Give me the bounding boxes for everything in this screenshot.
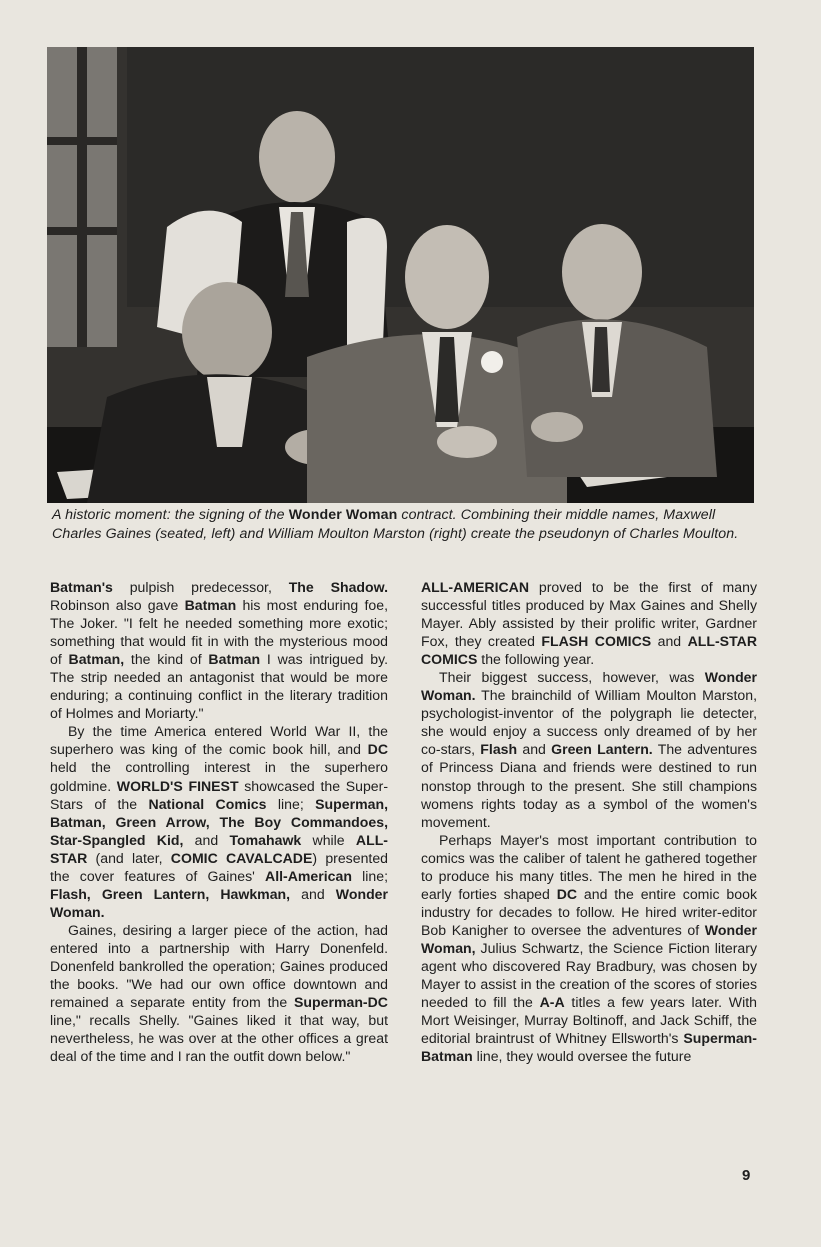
photo-caption (52, 506, 764, 543)
text-run: (and later, (87, 849, 171, 866)
left-column (50, 578, 388, 1065)
bold-text-run: Batman (184, 597, 237, 614)
bold-text-run: National Comics (148, 795, 267, 812)
bold-text-run: DC (367, 741, 388, 758)
right-paragraph-3 (421, 831, 757, 1066)
text-run: proved to be the first of many successful titles produced by Max Gaines and Shelly Mayer. Ably assisted by their prolific writer, Gardner Fox, they created (421, 579, 757, 650)
bold-text-run: FLASH COMICS (541, 633, 652, 650)
bold-text-run: Wonder Woman. (50, 885, 388, 920)
text-run: and (290, 885, 336, 902)
right-paragraph-2 (421, 668, 757, 830)
text-run: Julius Schwartz, the Science Fiction literary agent who discovered Ray Bradbury, was chosen by Mayer to assist in the creation of the scores of stories needed to fill the (421, 939, 757, 1011)
right-paragraph-1 (421, 578, 757, 668)
bold-text-run: Batman, (68, 651, 125, 668)
bold-text-run: ALL-AMERICAN (421, 579, 530, 595)
text-run: line; (266, 795, 316, 812)
bold-text-run: Batman (208, 651, 261, 668)
bold-text-run: Wonder Woman. (421, 669, 757, 704)
text-run: and (651, 633, 688, 650)
text-run: line, they would oversee the future (472, 1048, 692, 1065)
text-run: Their biggest success, however, was (439, 669, 705, 686)
bold-text-run: Superman, Batman, Green Arrow, The Boy Commandoes, Star-Spangled Kid, (50, 795, 388, 848)
text-run: line," recalls Shelly. "Gaines liked it that way, but nevertheless, he was over at the other offices a great deal of the time and I ran the outfit down below." (50, 1012, 388, 1065)
bold-text-run: COMIC CAVALCADE (170, 849, 313, 866)
bold-text-run: Tomahawk (229, 831, 302, 848)
text-run: line; (351, 867, 388, 884)
bold-text-run: Superman-DC (294, 994, 388, 1011)
text-run: I was intrigued by. The strip needed an antagonist that would be more enduring; a continuing conflict in the literary tradition of Holmes and Moriarty." (50, 651, 388, 722)
bold-text-run: DC (556, 885, 578, 902)
photo-illustration (47, 47, 754, 503)
text-run: showcased the Super-Stars of the (50, 777, 389, 812)
bold-text-run: Wonder Woman, (421, 921, 757, 956)
left-paragraph-1 (50, 578, 388, 722)
text-run: and the entire comic book industry for decades to follow. He hired writer-editor Bob Kanigher to oversee the adventures of (421, 885, 757, 938)
bold-text-run: Green Lantern. (551, 741, 653, 758)
text-run: the following year. (477, 651, 595, 668)
bold-text-run: The Shadow. (288, 579, 388, 595)
bold-text-run: Flash, Green Lantern, Hawkman, (50, 885, 291, 902)
text-run: titles a few years later. With Mort Weisinger, Murray Boltinoff, and Jack Schiff, the editorial braintrust of Whitney Ellsworth's (421, 994, 757, 1047)
historic-photo (47, 47, 754, 503)
text-run: while (301, 831, 356, 848)
left-paragraph-2 (50, 722, 388, 921)
text-run: his most enduring foe, The Joker. "I felt he needed something more exotic; something that would fit in with the mysterious mood of (50, 597, 388, 668)
text-run: Perhaps Mayer's most important contribution to comics was the caliber of talent he gathered together to produce his many titles. The men he hired in the early forties shaped (421, 831, 757, 902)
bold-text-run: ALL-STAR COMICS (421, 633, 758, 668)
bold-text-run: All-American (265, 867, 352, 884)
bold-text-run: Flash (480, 741, 518, 758)
left-paragraph-3 (50, 921, 388, 1065)
bold-text-run: A-A (539, 994, 565, 1011)
text-run: Robinson also gave (50, 597, 185, 614)
bold-text-run: ALL-STAR (50, 831, 388, 866)
text-run: and (517, 741, 552, 758)
caption-text-end: contract. Combining their middle names, Maxwell Charles Gaines (seated, left) and William Moulton Marston (right) create the pseudonyn of Charles Moulton. (52, 507, 739, 542)
text-run: ) presented the cover features of Gaines' (50, 849, 389, 884)
text-run: held the controlling interest in the superhero goldmine. (50, 759, 388, 794)
text-run: Gaines, desiring a larger piece of the action, had entered into a partnership with Harry Donenfeld. Donenfeld bankrolled the operation; Gaines produced the books. "We had our own office downtown and remained a separate entity from the (50, 921, 388, 1011)
bold-text-run: WORLD'S FINEST (116, 777, 239, 794)
bold-text-run: Batman's (50, 579, 113, 595)
text-run: the kind of (124, 651, 209, 668)
text-run: The brainchild of William Moulton Marston, psychologist-inventor of the polygraph lie detecter, she would enjoy a success only dreamed of by her co-stars, (421, 687, 757, 758)
text-run: The adventures of Princess Diana and friends were destined to run nonstop through to the present. She still champions womens rights today as a symbol of the women's movement. (421, 741, 758, 830)
caption-bold-title: Wonder Woman (288, 507, 398, 523)
right-column (421, 578, 757, 1065)
caption-text-start: A historic moment: the signing of the (52, 507, 289, 523)
bold-text-run: Superman-Batman (421, 1030, 757, 1065)
text-run: pulpish predecessor, (112, 579, 289, 595)
text-run: By the time America entered World War II, the superhero was king of the comic book hill, and (50, 723, 388, 758)
text-run: and (183, 831, 230, 848)
page-number: 9 (742, 1167, 751, 1184)
